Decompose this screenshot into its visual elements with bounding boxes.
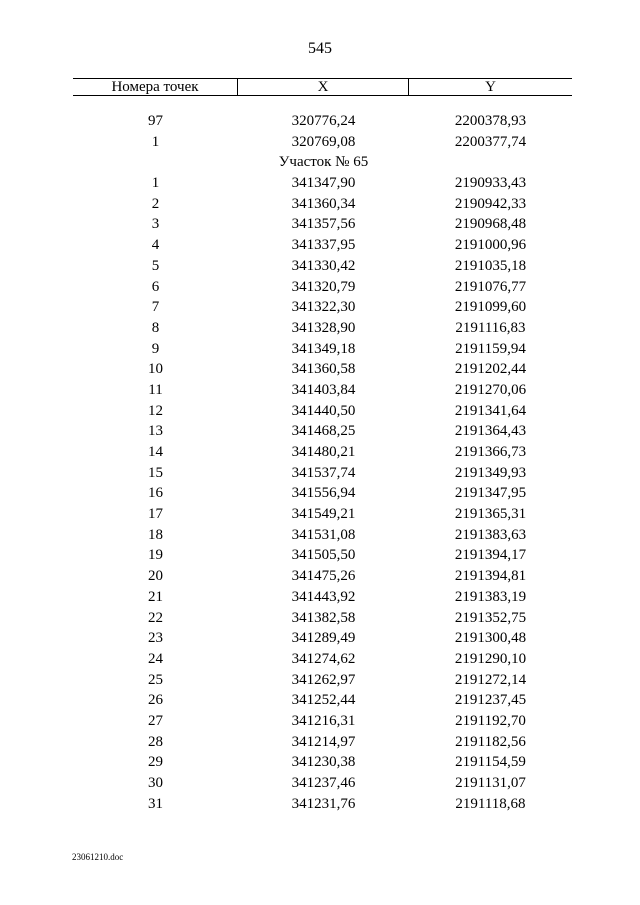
- table-row: [73, 235, 572, 256]
- y-coordinate-cell: 2191116,83: [455, 319, 526, 336]
- y-coordinate-cell: 2191364,43: [454, 423, 527, 440]
- y-coordinate-cell: 2191270,06: [454, 381, 527, 398]
- table-row: [73, 608, 572, 629]
- x-coordinate-cell: 341347,90: [291, 175, 356, 192]
- x-coordinate-cell: 341214,97: [291, 733, 356, 750]
- table-row: [73, 773, 572, 794]
- point-number-cell: 9: [151, 340, 160, 357]
- point-number-cell: 2: [151, 195, 160, 212]
- x-coordinate-cell: 341357,56: [291, 216, 356, 233]
- x-coordinate-cell: 341468,25: [291, 423, 356, 440]
- table-header: [73, 78, 572, 96]
- y-coordinate-cell: 2200377,74: [454, 133, 527, 150]
- table-row: [73, 339, 572, 360]
- point-number-cell: 6: [151, 278, 160, 295]
- y-coordinate-cell: 2191341,64: [454, 402, 527, 419]
- y-coordinate-cell: 2191383,63: [454, 526, 527, 543]
- point-number-cell: 10: [148, 361, 163, 378]
- point-number-cell: 12: [148, 402, 163, 419]
- table-row: [73, 297, 572, 318]
- point-number-cell: 25: [148, 671, 163, 688]
- point-number-cell: 14: [148, 444, 163, 460]
- table-row: [73, 277, 572, 298]
- point-number-cell: 13: [148, 423, 163, 440]
- table-row: [73, 628, 572, 649]
- point-number-cell: 27: [148, 712, 163, 729]
- point-number-cell: 8: [151, 319, 160, 336]
- point-number-cell: 26: [148, 692, 163, 709]
- point-number-cell: 31: [148, 795, 163, 812]
- x-coordinate-cell: 341531,08: [291, 526, 356, 543]
- point-number-cell: 4: [151, 237, 160, 254]
- point-number-cell: 30: [148, 775, 163, 791]
- x-coordinate-cell: 341505,50: [291, 547, 356, 564]
- coordinates-table-body: [73, 111, 572, 814]
- y-coordinate-cell: 2191290,10: [454, 650, 527, 667]
- header-y: Y: [485, 79, 496, 95]
- section-heading-row: [73, 152, 572, 173]
- table-row: [73, 380, 572, 401]
- table-row: [73, 566, 572, 587]
- table-row: [73, 132, 572, 153]
- table-row: [73, 194, 572, 215]
- x-coordinate-cell: 341443,92: [291, 588, 356, 605]
- y-coordinate-cell: 2190968,48: [454, 216, 527, 233]
- x-coordinate-cell: 341252,44: [291, 692, 356, 709]
- table-row: [73, 442, 572, 463]
- table-row: [73, 401, 572, 422]
- y-coordinate-cell: 2191076,77: [454, 278, 527, 295]
- y-coordinate-cell: 2191347,95: [454, 485, 527, 502]
- y-coordinate-cell: 2191272,14: [454, 671, 527, 688]
- point-number-cell: 97: [148, 113, 163, 129]
- table-row: [73, 670, 572, 691]
- point-number-cell: 21: [148, 588, 163, 605]
- x-coordinate-cell: 341440,50: [291, 402, 356, 419]
- table-row: [73, 752, 572, 773]
- table-row: [73, 649, 572, 670]
- x-coordinate-cell: 341556,94: [291, 485, 356, 502]
- point-number-cell: 22: [148, 609, 163, 626]
- y-coordinate-cell: 2191394,17: [454, 547, 527, 564]
- table-row: [73, 794, 572, 815]
- point-number-cell: 28: [148, 733, 163, 750]
- point-number-cell: 1: [151, 175, 160, 192]
- table-row: [73, 214, 572, 235]
- table-row: [73, 463, 572, 484]
- table-row: [73, 504, 572, 525]
- x-coordinate-cell: 341360,58: [291, 361, 356, 378]
- y-coordinate-cell: 2191118,68: [455, 795, 526, 812]
- y-coordinate-cell: 2190933,43: [454, 175, 527, 192]
- x-coordinate-cell: 341549,21: [291, 506, 356, 523]
- table-row: [73, 690, 572, 711]
- header-x: X: [238, 79, 409, 95]
- x-coordinate-cell: 341330,42: [291, 257, 356, 274]
- section-title: Участок № 65: [278, 154, 369, 171]
- y-coordinate-cell: 2191202,44: [454, 361, 527, 378]
- x-coordinate-cell: 341237,46: [291, 775, 356, 791]
- y-coordinate-cell: 2191237,45: [454, 692, 527, 709]
- y-coordinate-cell: 2191300,48: [454, 630, 527, 647]
- table-row: [73, 111, 572, 132]
- table-row: [73, 483, 572, 504]
- x-coordinate-cell: 341289,49: [291, 630, 356, 647]
- table-row: [73, 173, 572, 194]
- table-row: [73, 545, 572, 566]
- y-coordinate-cell: 2191182,56: [455, 733, 526, 750]
- point-number-cell: 23: [148, 630, 163, 647]
- point-number-cell: 7: [151, 299, 160, 316]
- y-coordinate-cell: 2191000,96: [454, 237, 527, 254]
- x-coordinate-cell: 341360,34: [291, 195, 356, 212]
- y-coordinate-cell: 2191154,59: [455, 754, 526, 771]
- x-coordinate-cell: 341480,21: [291, 444, 356, 460]
- x-coordinate-cell: 341320,79: [291, 278, 356, 295]
- point-number-cell: 17: [148, 506, 163, 523]
- x-coordinate-cell: 341262,97: [291, 671, 356, 688]
- x-coordinate-cell: 341349,18: [291, 340, 356, 357]
- point-number-cell: 1: [151, 133, 160, 150]
- x-coordinate-cell: 341230,38: [291, 754, 356, 771]
- y-coordinate-cell: 2200378,93: [454, 113, 527, 129]
- y-coordinate-cell: 2191159,94: [455, 340, 526, 357]
- point-number-cell: 20: [148, 568, 163, 585]
- x-coordinate-cell: 341322,30: [291, 299, 356, 316]
- y-coordinate-cell: 2191366,73: [454, 444, 527, 460]
- point-number-cell: 18: [148, 526, 163, 543]
- table-row: [73, 587, 572, 608]
- table-row: [73, 256, 572, 277]
- y-coordinate-cell: 2191099,60: [454, 299, 527, 316]
- header-point-numbers: Номера точек: [73, 79, 238, 95]
- point-number-cell: 24: [148, 650, 163, 667]
- x-coordinate-cell: 341328,90: [291, 319, 356, 336]
- y-coordinate-cell: 2191349,93: [454, 464, 527, 481]
- table-row: [73, 318, 572, 339]
- table-row: [73, 711, 572, 732]
- point-number-cell: 5: [151, 257, 160, 274]
- y-coordinate-cell: 2191192,70: [455, 712, 526, 729]
- point-number-cell: 15: [148, 464, 163, 481]
- x-coordinate-cell: 341382,58: [291, 609, 356, 626]
- point-number-cell: 29: [148, 754, 163, 771]
- table-row: [73, 421, 572, 442]
- file-name-footer: 23061210.doc: [72, 852, 124, 862]
- x-coordinate-cell: 320769,08: [291, 133, 356, 150]
- x-coordinate-cell: 341216,31: [291, 712, 356, 729]
- x-coordinate-cell: 341475,26: [291, 568, 356, 585]
- point-number-cell: 19: [148, 547, 163, 564]
- y-coordinate-cell: 2191394,81: [454, 568, 527, 585]
- table-row: [73, 525, 572, 546]
- x-coordinate-cell: 341274,62: [291, 650, 356, 667]
- x-coordinate-cell: 341403,84: [291, 381, 356, 398]
- x-coordinate-cell: 341537,74: [291, 464, 356, 481]
- y-coordinate-cell: 2191131,07: [455, 775, 526, 791]
- x-coordinate-cell: 320776,24: [291, 113, 356, 129]
- y-coordinate-cell: 2190942,33: [454, 195, 527, 212]
- page-number: 545: [308, 40, 332, 57]
- table-row: [73, 732, 572, 753]
- y-coordinate-cell: 2191365,31: [454, 506, 527, 523]
- x-coordinate-cell: 341337,95: [291, 237, 356, 254]
- point-number-cell: 16: [148, 485, 163, 502]
- y-coordinate-cell: 2191352,75: [454, 609, 527, 626]
- y-coordinate-cell: 2191383,19: [454, 588, 527, 605]
- x-coordinate-cell: 341231,76: [291, 795, 356, 812]
- point-number-cell: 11: [148, 381, 163, 398]
- table-row: [73, 359, 572, 380]
- point-number-cell: 3: [151, 216, 160, 233]
- y-coordinate-cell: 2191035,18: [454, 257, 527, 274]
